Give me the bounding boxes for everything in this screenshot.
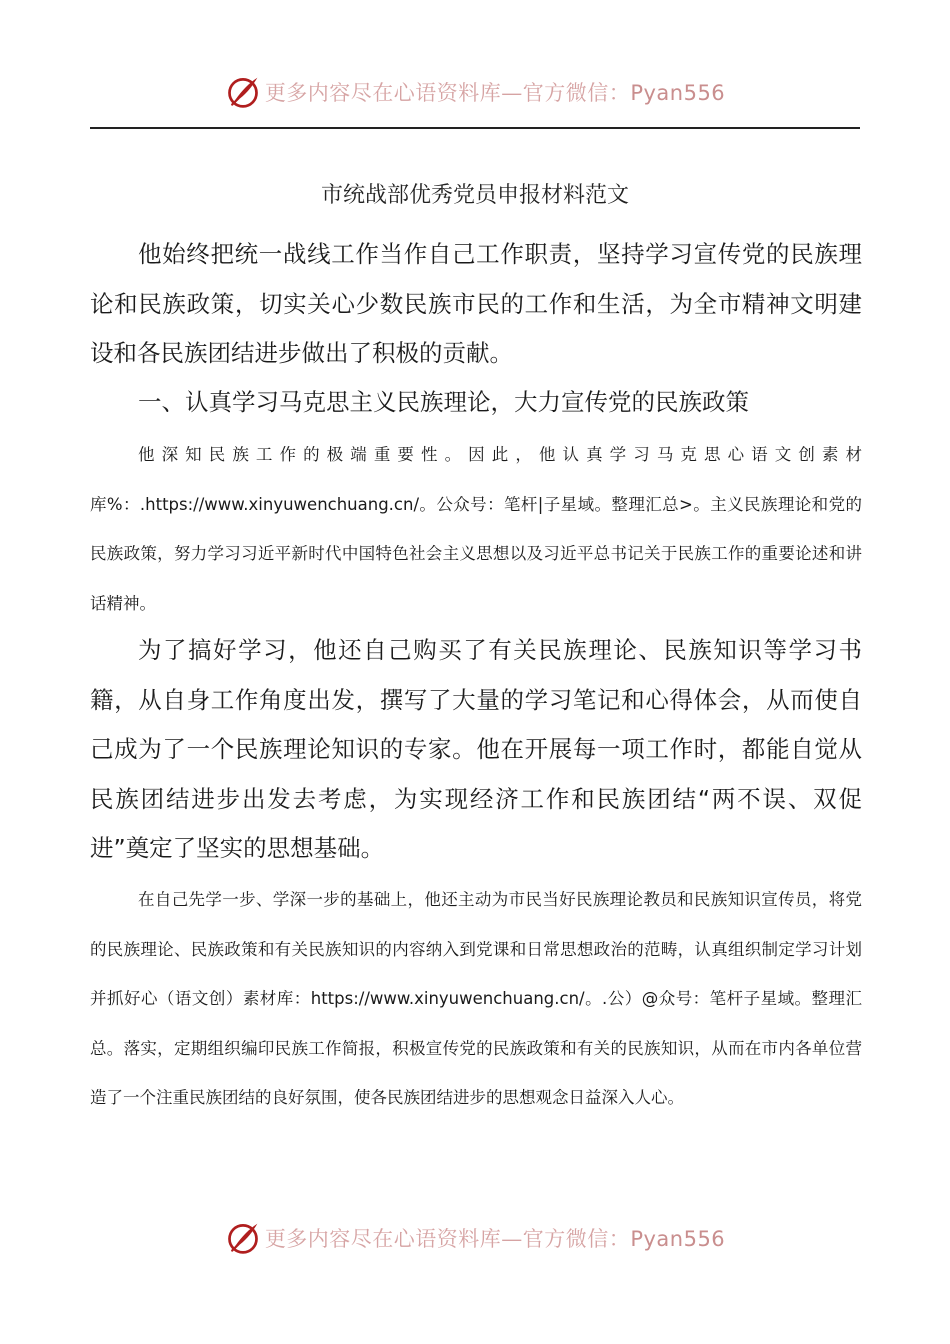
banner-text: 更多内容尽在心语资料库—官方微信：Pyan556 xyxy=(264,81,726,105)
footer-banner xyxy=(0,1218,950,1258)
header-divider xyxy=(90,127,860,129)
body-paragraph-1: 他深知民族工作的极端重要性。因此，他认真学习马克思心语文创素材库%：.https://www.xinyuwenchuang.cn/。公众号：笔杆|子星域。整理汇总>。主义民族理论和党的民族政策，努力学习习近平新时代中国特色社会主义思想以及习近平总书记关于民族工作的重要论述和讲话精神。 xyxy=(90,445,862,613)
body-paragraph-2: 为了搞好学习，他还自己购买了有关民族理论、民族知识等学习书籍，从自身工作角度出发，撰写了大量的学习笔记和心得体会，从而使自己成为了一个民族理论知识的专家。他在开展每一项工作时，都能自觉从民族团结进步出发去考虑，为实现经济工作和民族团结“两不误、双促进”奠定了坚实的思想基础。 xyxy=(90,636,862,862)
intro-paragraph: 他始终把统一战线工作当作自己工作职责，坚持学习宣传党的民族理论和民族政策，切实关心少数民族市民的工作和生活，为全市精神文明建设和各民族团结进步做出了积极的贡献。 xyxy=(90,240,862,367)
wechat-id: Pyan556 xyxy=(630,81,726,105)
quill-logo-icon xyxy=(225,74,261,110)
section-heading-1: 一、认真学习马克思主义民族理论，大力宣传党的民族政策 xyxy=(138,388,749,416)
wechat-id: Pyan556 xyxy=(630,1227,726,1251)
header-banner xyxy=(0,72,950,112)
body-paragraph-3: 在自己先学一步、学深一步的基础上，他还主动为市民当好民族理论教员和民族知识宣传员，将党的民族理论、民族政策和有关民族知识的内容纳入到党课和日常思想政治的范畴，认真组织制定学习计划并抓好心（语文创）素材库：https://www.xinyuwenchuang.cn/。.公）@众号：笔杆子星域。整理汇总。落实，定期组织编印民族工作简报，积极宣传党的民族政策和有关的民族知识，从而在市内各单位营造了一个注重民族团结的良好氛围，使各民族团结进步的思想观念日益深入人心。 xyxy=(90,890,862,1107)
quill-logo-icon xyxy=(225,1220,261,1256)
banner-text: 更多内容尽在心语资料库—官方微信：Pyan556 xyxy=(264,1227,726,1251)
page-title: 市统战部优秀党员申报材料范文 xyxy=(320,183,629,208)
